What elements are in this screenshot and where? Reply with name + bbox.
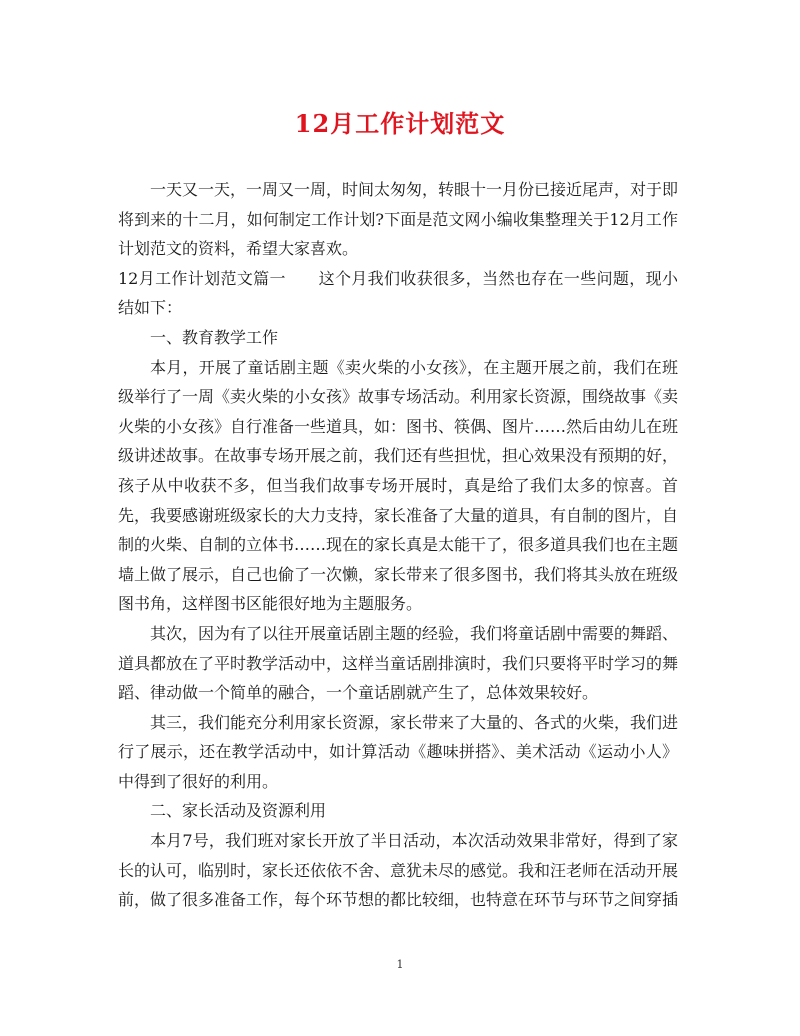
page-number: 1: [396, 958, 404, 971]
document-body: [118, 175, 678, 915]
intro-paragraph: 一天又一天，一周又一周，时间太匆匆，转眼十一月份已接近尾声，对于即将到来的十二月，如何制定工作计划?下面是范文网小编收集整理关于12月工作计划范文的资料，希望大家喜欢。: [118, 180, 679, 259]
paragraph-open-day: 本月7号，我们班对家长开放了半日活动，本次活动效果非常好，得到了家长的认可，临别时，家长还依依不舍、意犹未尽的感觉。我和汪老师在活动开展前，做了很多准备工作，每个环节想的都比较细，也特意在环节与环节之间穿插: [118, 831, 679, 910]
paragraph-fairy-tale-theme: 本月，开展了童话剧主题《卖火柴的小女孩》，在主题开展之前，我们在班级举行了一周《卖火柴的小女孩》故事专场活动。利用家长资源，围绕故事《卖火柴的小女孩》自行准备一些道具，如：图书、筷偶、图片……然后由幼儿在班级讲述故事。在故事专场开展之前，我们还有些担忧，担心效果没有预期的好，孩子从中收获不多，但当我们故事专场开展时，真是给了我们太多的惊喜。首先，我要感谢班级家长的大力支持，家长准备了大量的道具，有自制的图片，自制的火柴、自制的立体书……现在的家长真是太能干了，很多道具我们也在主题墙上做了展示，自己也偷了一次懒，家长带来了很多图书，我们将其头放在班级图书角，这样图书区能很好地为主题服务。: [118, 357, 679, 614]
paragraph-second-point: 其次，因为有了以往开展童话剧主题的经验，我们将童话剧中需要的舞蹈、道具都放在了平时教学活动中，这样当童话剧排演时，我们只要将平时学习的舞蹈、律动做一个简单的融合，一个童话剧就产生了，总体效果较好。: [118, 623, 679, 703]
paragraph-third-point: 其三，我们能充分利用家长资源，家长带来了大量的、各式的火柴，我们进行了展示，还在教学活动中，如计算活动《趣味拼搭》、美术活动《运动小人》中得到了很好的利用。: [118, 712, 679, 791]
document-title: 12月工作计划范文: [294, 109, 506, 138]
heading-parent-activities: 二、家长活动及资源利用: [150, 801, 327, 821]
heading-teaching-work: 一、教育教学工作: [150, 327, 279, 347]
section-intro-paragraph: 12月工作计划范文篇一 这个月我们收获很多，当然也存在一些问题，现小结如下：: [118, 268, 678, 318]
